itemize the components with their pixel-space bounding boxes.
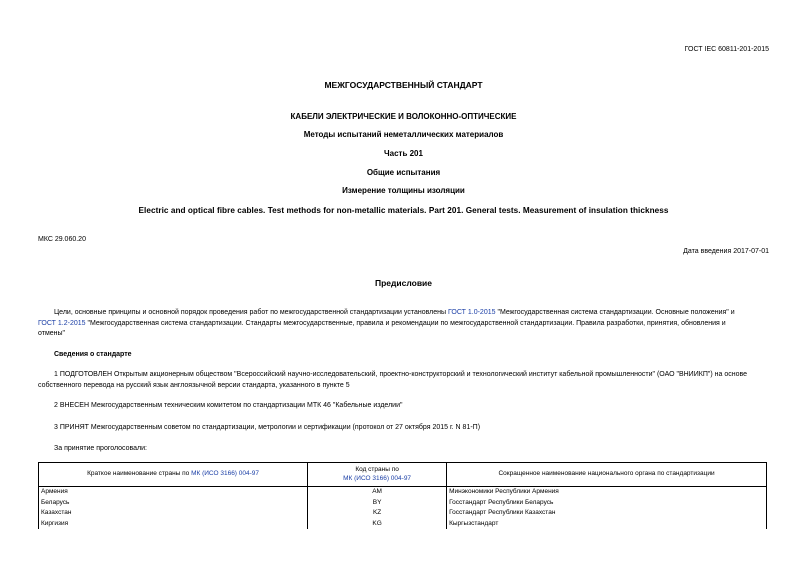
mks-code: МКС 29.060.20 <box>38 236 86 243</box>
voted-for-label: За принятие проголосовали: <box>54 445 147 452</box>
code-cell: BY <box>308 498 447 509</box>
body-cell: Кыргызстандарт <box>447 519 767 530</box>
country-cell: Киргизия <box>39 519 308 530</box>
document-subtitle: Методы испытаний неметаллических материалов <box>303 130 504 139</box>
paragraph-text: 1 ПОДГОТОВЛЕН Открытым акционерным обществом "Всероссийский научно-исследовательский, проектно-конструкторский и технологический институт кабельной промышленности" (ОАО "ВНИИКП") на основе <box>54 371 747 378</box>
body-cell: Минэкономики Республики Армения <box>447 487 767 498</box>
table-row <box>39 519 767 530</box>
country-cell: Армения <box>39 487 308 498</box>
mk-iso-link[interactable]: МК (ИСО 3166) 004-97 <box>191 470 260 478</box>
part-number: Часть 201 <box>384 149 423 158</box>
body-cell: Госстандарт Республики Беларусь <box>447 498 767 509</box>
paragraph-text: "Межгосударственная система стандартизации. Основные положения" и <box>495 309 735 316</box>
prepared-by-paragraph <box>38 370 768 391</box>
table-row <box>39 487 767 498</box>
introduction-date: Дата введения 2017-07-01 <box>683 248 769 255</box>
adopted-by-paragraph: 3 ПРИНЯТ Межгосударственным советом по стандартизации, метрологии и сертификации (протокол от 27 октября 2015 г. N 81-П) <box>54 424 481 431</box>
table-row <box>39 498 767 509</box>
english-title: Electric and optical fibre cables. Test methods for non-metallic materials. Part 201. General tests. Measurement of insulation thickness <box>138 206 669 215</box>
foreword-paragraph <box>38 308 768 340</box>
gost-1-2-link[interactable]: ГОСТ 1.2-2015 <box>38 319 86 327</box>
part-subtitle-general: Общие испытания <box>366 168 441 177</box>
paragraph-text: Цели, основные принципы и основной порядок проведения работ по межгосударственной стандартизации установлены <box>54 309 448 316</box>
code-cell: KZ <box>308 508 447 519</box>
document-title: КАБЕЛИ ЭЛЕКТРИЧЕСКИЕ И ВОЛОКОННО-ОПТИЧЕСКИЕ <box>290 112 517 121</box>
column-header-code <box>308 463 447 487</box>
country-cell: Казахстан <box>39 508 308 519</box>
standard-type: МЕЖГОСУДАРСТВЕННЫЙ СТАНДАРТ <box>324 80 483 90</box>
voting-states-table <box>38 462 767 529</box>
header-text: Код страны по <box>355 466 399 473</box>
header-text: Краткое наименование страны по <box>87 470 192 478</box>
mk-iso-link[interactable]: МК (ИСО 3166) 004-97 <box>343 474 412 482</box>
column-header-country <box>39 463 308 487</box>
code-cell: KG <box>308 519 447 530</box>
paragraph-text: отмены" <box>38 330 66 337</box>
part-subtitle-measurement: Измерение толщины изоляции <box>342 186 465 195</box>
foreword-heading: Предисловие <box>374 278 433 288</box>
code-cell: AM <box>308 487 447 498</box>
column-header-body: Сокращенное наименование национального органа по стандартизации <box>447 463 767 487</box>
body-cell: Госстандарт Республики Казахстан <box>447 508 767 519</box>
introduced-by-paragraph: 2 ВНЕСЕН Межгосударственным техническим комитетом по стандартизации МТК 46 "Кабельные изделии" <box>54 402 403 409</box>
table-header-row <box>39 463 767 487</box>
standard-info-heading: Сведения о стандарте <box>54 351 132 358</box>
document-code: ГОСТ IEC 60811-201-2015 <box>684 46 769 53</box>
table-row <box>39 508 767 519</box>
paragraph-text: "Межгосударственная система стандартизации. Стандарты межгосударственные, правила и рекомендации по межгосударственной стандартизации. Правила разработки, принятия, обновления и <box>85 319 726 327</box>
paragraph-text: собственного перевода на русский язык англоязычной версии стандарта, указанного в пункте 5 <box>38 381 350 389</box>
country-cell: Беларусь <box>39 498 308 509</box>
gost-1-0-link[interactable]: ГОСТ 1.0-2015 <box>447 309 496 316</box>
